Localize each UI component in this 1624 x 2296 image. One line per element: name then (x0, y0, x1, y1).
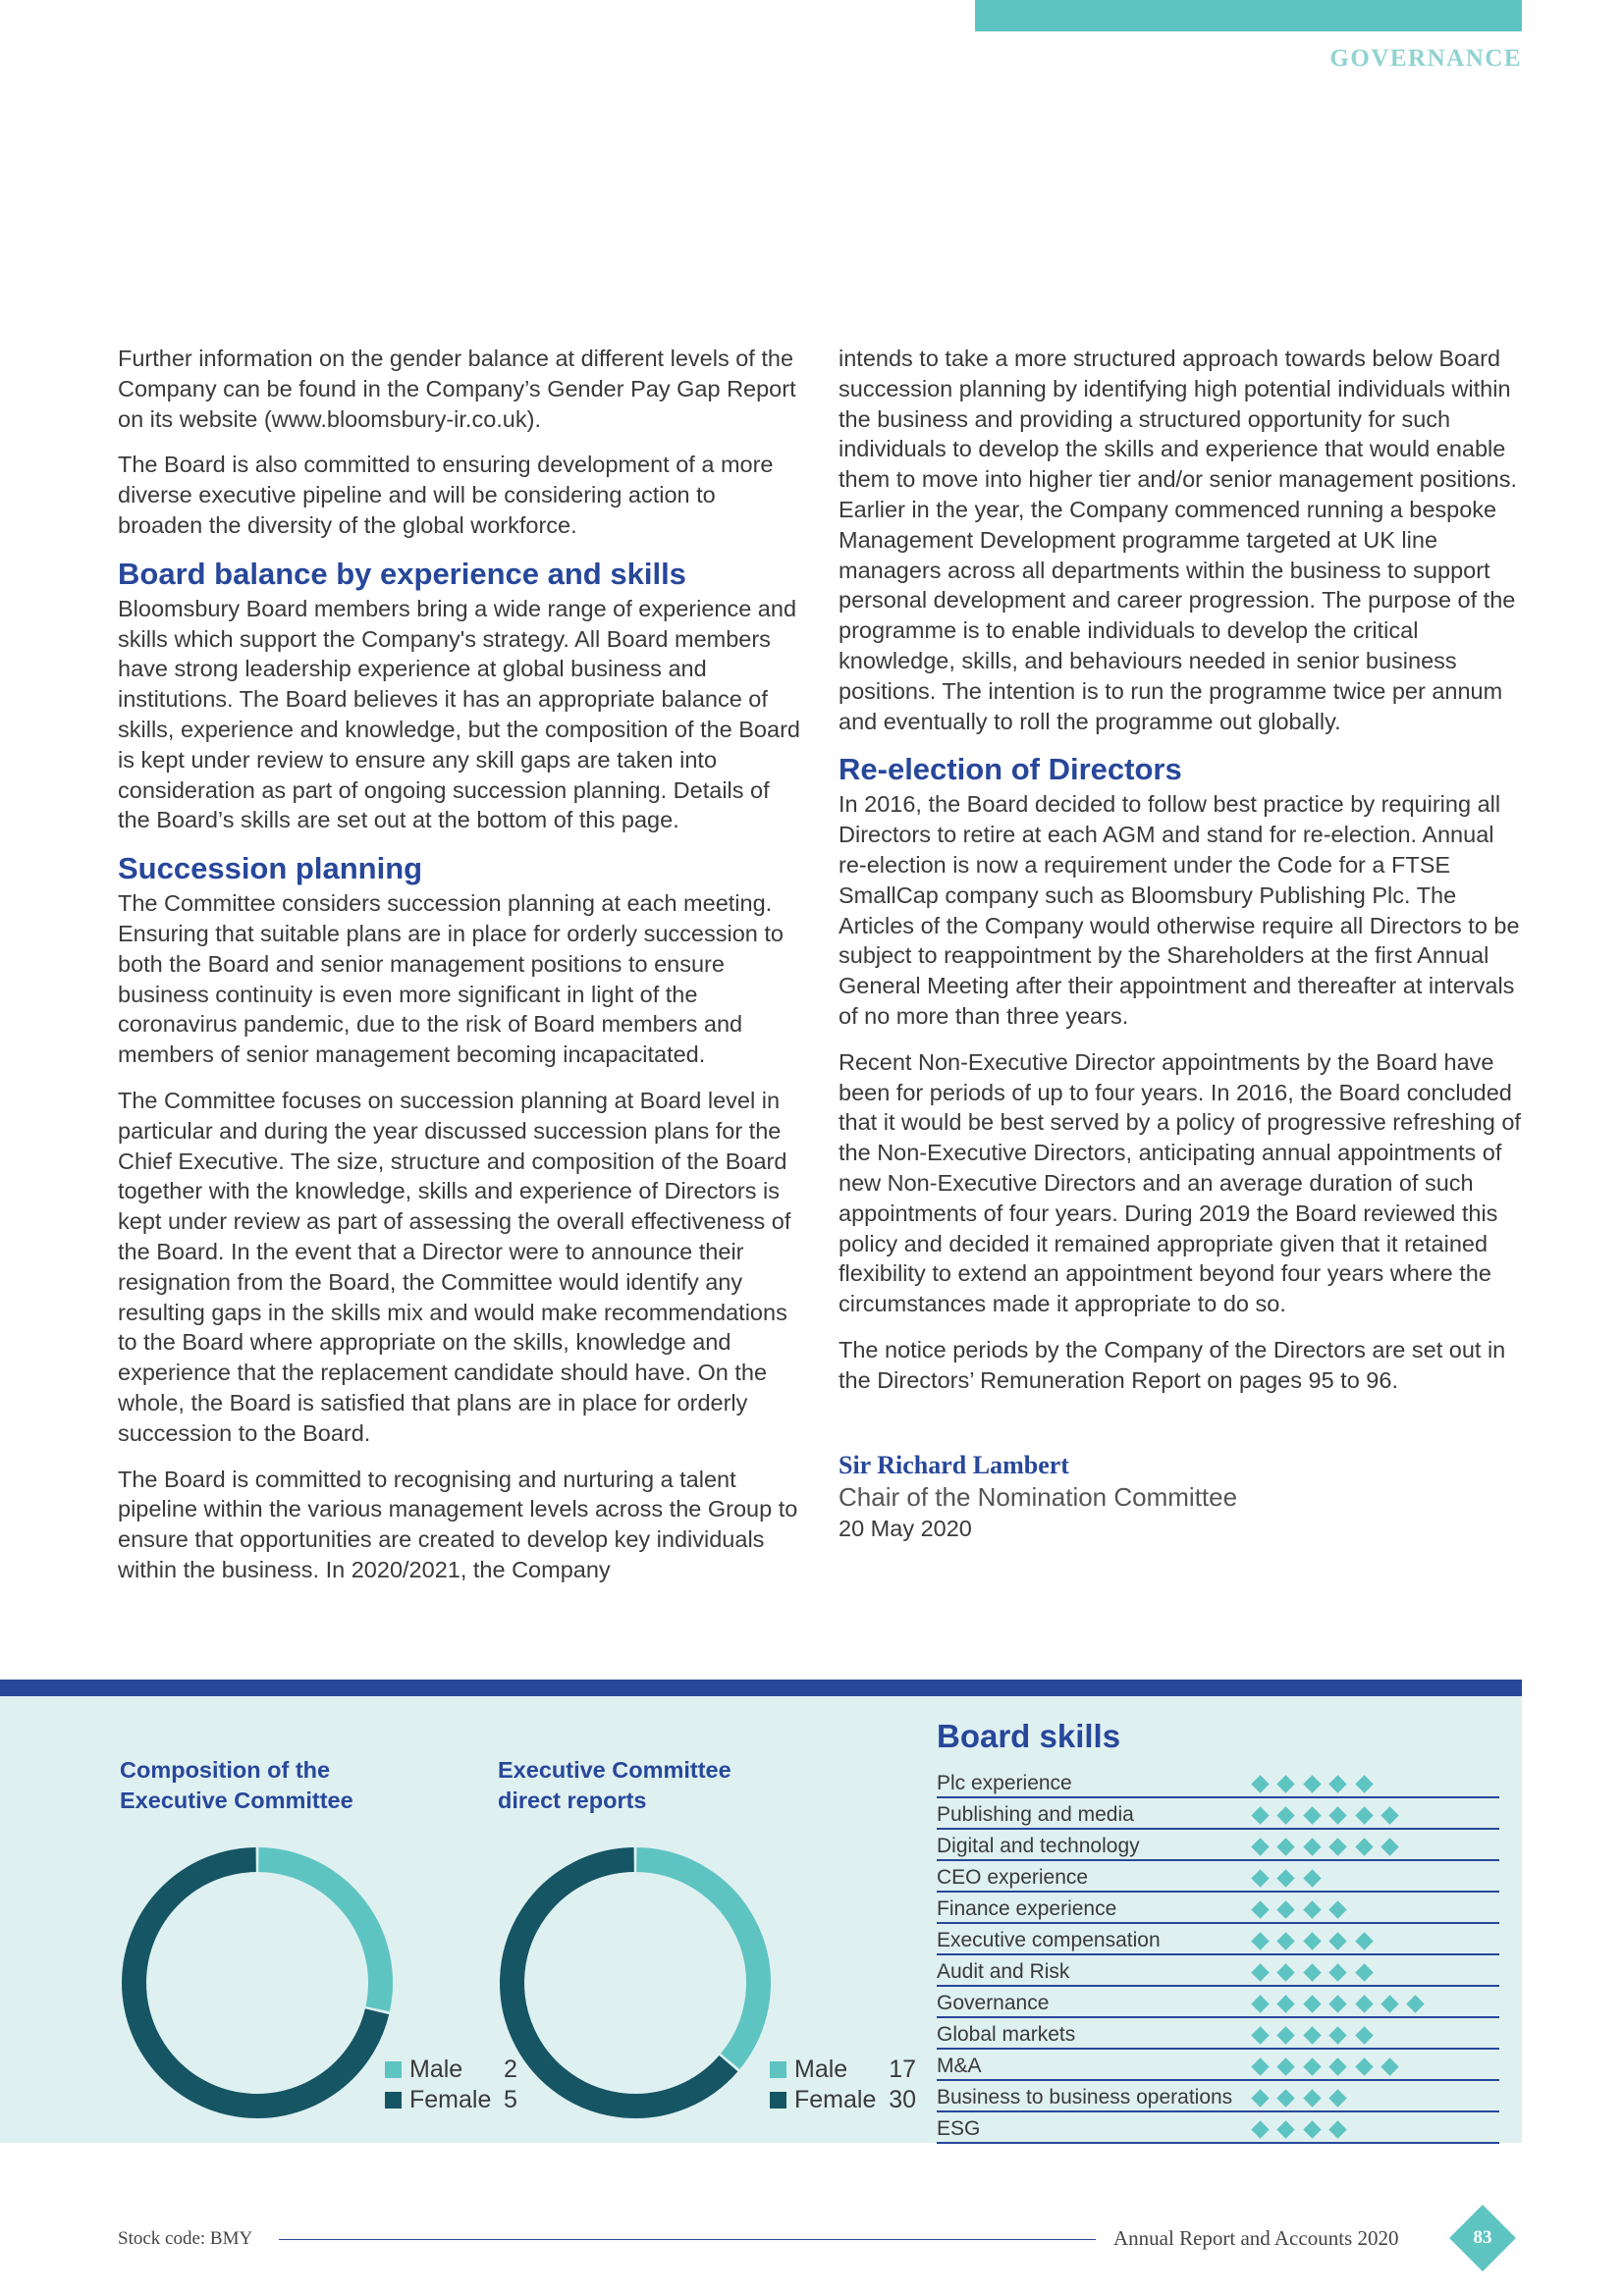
diamond-icon (1355, 1995, 1373, 2012)
skill-label: Plc experience (937, 1772, 1072, 1794)
skill-label: Publishing and media (937, 1803, 1134, 1826)
diamond-icon (1251, 1869, 1269, 1887)
board-skills-list (937, 1767, 1499, 2144)
diamond-icon (1328, 1900, 1346, 1918)
skill-label: Digital and technology (937, 1835, 1140, 1857)
diamond-icon (1328, 1838, 1346, 1855)
skill-label: M&A (937, 2055, 982, 2077)
diamond-icon (1328, 1995, 1346, 2012)
skill-rating (1253, 1928, 1382, 1953)
paragraph: The Committee focuses on succession planning at Board level in particular and during the year discussed succession plans for the Chief Executive. The size, structure and composition of the Board together with the knowledge, skills and experience of Directors is kept under review as part of assessing the overall effectiveness of the Board. In the event that a Director were to announce their resignation from the Board, the Committee would identify any resulting gaps in the skills mix and would make recommendations to the Board where appropriate on the skills, knowledge and experience that the replacement candidate should have. On the whole, the Board is satisfied that plans are in place for orderly succession to the Board. (118, 1087, 791, 1446)
diamond-icon (1251, 2120, 1269, 2138)
diamond-icon (1277, 1932, 1295, 1949)
skill-label: Business to business operations (937, 2086, 1233, 2109)
legend-swatch-female (385, 2092, 402, 2109)
signatory-name: Sir Richard Lambert (839, 1450, 1069, 1479)
skill-label: Finance experience (937, 1897, 1117, 1920)
legend-label: Male (409, 2056, 463, 2083)
legend-row-male (770, 2055, 916, 2085)
diamond-icon (1251, 1932, 1269, 1949)
diamond-icon (1355, 1806, 1373, 1824)
donut-direct-reports (498, 1845, 773, 2120)
skill-row (937, 1955, 1499, 1987)
diamond-icon (1303, 1900, 1321, 1918)
diamond-icon (1380, 1995, 1398, 2012)
skill-label: Executive compensation (937, 1929, 1161, 1951)
diamond-icon (1328, 1932, 1346, 1949)
diamond-icon (1328, 1806, 1346, 1824)
legend-value: 5 (504, 2086, 517, 2113)
paragraph: Recent Non-Executive Director appointments by the Board have been for periods of up to four years. In 2016, the Board concluded that it would be best served by a policy of progressive refreshing of the Non-Executive Directors, anticipating annual appointments of new Non-Executive Directors and an average duration of such appointments of four years. During 2019 the Board reviewed this policy and decided it remained appropriate given that it retained flexibility to extend an appointment beyond four years where the circumstances made it appropriate to do so. (839, 1048, 1521, 1317)
diamond-icon (1303, 1806, 1321, 1824)
skill-rating (1253, 1865, 1330, 1891)
diamond-icon (1251, 1775, 1269, 1792)
footer-rule (279, 2239, 1096, 2240)
chart-title-executive-committee: Composition of the Executive Committee (120, 1757, 353, 1813)
diamond-icon (1328, 2089, 1346, 2107)
diamond-icon (1303, 1775, 1321, 1792)
diamond-icon (1277, 1806, 1295, 1824)
signature-date: 20 May 2020 (839, 1515, 972, 1541)
diamond-icon (1355, 1838, 1373, 1855)
skill-row (937, 1798, 1499, 1830)
diamond-icon (1303, 1869, 1321, 1887)
skill-row (937, 1830, 1499, 1861)
diamond-icon (1303, 2026, 1321, 2044)
left-column (118, 344, 805, 1601)
diamond-icon (1303, 2089, 1321, 2107)
skill-rating (1253, 2054, 1408, 2079)
diamond-icon (1277, 1995, 1295, 2012)
diamond-icon (1380, 2057, 1398, 2075)
donut-slice-male (636, 1860, 758, 2062)
heading-succession-planning: Succession planning (118, 851, 423, 886)
diamond-icon (1355, 1932, 1373, 1949)
footer-report-title: Annual Report and Accounts 2020 (1113, 2226, 1399, 2250)
skill-label: Global markets (937, 2023, 1076, 2046)
diamond-icon (1277, 1775, 1295, 1792)
heading-re-election: Re-election of Directors (839, 752, 1182, 787)
skill-row (937, 1861, 1499, 1893)
diamond-icon (1303, 2120, 1321, 2138)
paragraph: The Committee considers succession planning at each meeting. Ensuring that suitable plans are in place for orderly succession to both the Board and senior management positions to ensure business continuity is even more significant in light of the coronavirus pandemic, due to the risk of Board members and members of senior management becoming incapacitated. (118, 890, 784, 1068)
legend-swatch-male (385, 2061, 402, 2078)
paragraph: In 2016, the Board decided to follow best practice by requiring all Directors to retire at each AGM and stand for re-election. Annual re-election is now a requirement under the Code for a FTSE SmallCap company such as Bloomsbury Publishing Plc. The Articles of the Company would otherwise require all Directors to be subject to reappointment by the Shareholders at the first Annual General Meeting after their appointment and thereafter at intervals of no more than three years. (839, 791, 1520, 1029)
skill-rating (1253, 2022, 1382, 2048)
diamond-icon (1277, 2089, 1295, 2107)
skill-row (937, 1893, 1499, 1924)
diamond-icon (1277, 2120, 1295, 2138)
skill-row (937, 2018, 1499, 2050)
diamond-icon (1303, 1963, 1321, 1981)
skill-label: Governance (937, 1992, 1050, 2014)
legend-label: Male (794, 2056, 848, 2083)
diamond-icon (1355, 2026, 1373, 2044)
skill-row (937, 2050, 1499, 2081)
skill-label: CEO experience (937, 1866, 1089, 1889)
diamond-icon (1251, 2026, 1269, 2044)
diamond-icon (1303, 2057, 1321, 2075)
diamond-icon (1277, 2026, 1295, 2044)
diamond-icon (1407, 1995, 1425, 2012)
paragraph: The Board is also committed to ensuring development of a more diverse executive pipeline and will be considering action to broaden the diversity of the global workforce. (118, 452, 774, 538)
skill-rating (1253, 1991, 1435, 2016)
board-skills-title: Board skills (937, 1718, 1121, 1754)
diamond-icon (1251, 1806, 1269, 1824)
legend-direct-reports (770, 2055, 916, 2115)
signatory-role: Chair of the Nomination Committee (839, 1481, 1238, 1512)
skill-row (937, 2112, 1499, 2144)
legend-swatch-female (770, 2092, 786, 2109)
paragraph: Further information on the gender balance at different levels of the Company can be found in the Company’s Gender Pay Gap Report on its website (www.bloomsbury-ir.co.uk). (118, 346, 796, 432)
legend-label: Female (409, 2086, 492, 2113)
skill-row (937, 1767, 1499, 1798)
skill-rating (1253, 1959, 1382, 1985)
legend-label: Female (794, 2086, 877, 2113)
chart-title-direct-reports: Executive Committee direct reports (498, 1757, 731, 1813)
diamond-icon (1380, 1838, 1398, 1855)
diamond-icon (1277, 1900, 1295, 1918)
skill-row (937, 1987, 1499, 2018)
legend-swatch-male (770, 2061, 786, 2078)
diamond-icon (1251, 1900, 1269, 1918)
diamond-icon (1380, 1806, 1398, 1824)
diamond-icon (1355, 1775, 1373, 1792)
diamond-icon (1355, 2057, 1373, 2075)
diamond-icon (1277, 2057, 1295, 2075)
diamond-icon (1251, 1995, 1269, 2012)
skill-rating (1253, 1771, 1382, 1796)
diamond-icon (1303, 1995, 1321, 2012)
donut-slice-male (258, 1860, 380, 2009)
paragraph: The notice periods by the Company of the Directors are set out in the Directors’ Remuneration Report on pages 95 to 96. (839, 1336, 1506, 1393)
page-number: 83 (1473, 2227, 1492, 2248)
skill-row (937, 1924, 1499, 1955)
diamond-icon (1277, 1869, 1295, 1887)
legend-value: 17 (889, 2056, 916, 2083)
diamond-icon (1277, 1838, 1295, 1855)
diamond-icon (1251, 2057, 1269, 2075)
diamond-icon (1328, 2026, 1346, 2044)
skill-row (937, 2081, 1499, 2112)
diamond-icon (1328, 2120, 1346, 2138)
donut-slice-female (513, 1860, 729, 2107)
header-accent-bar (975, 0, 1522, 31)
diamond-icon (1303, 1932, 1321, 1949)
skill-rating (1253, 1802, 1408, 1828)
diamond-icon (1251, 1963, 1269, 1981)
skill-rating (1253, 1896, 1357, 1922)
footer-stock-code: Stock code: BMY (118, 2228, 253, 2249)
donut-executive-committee (120, 1845, 395, 2120)
legend-value: 2 (504, 2056, 517, 2083)
paragraph: intends to take a more structured approach towards below Board succession planning by identifying high potential individuals within the business and providing a structured opportunity for such individuals to develop the skills and experience that would enable them to move into higher tier and/or senior management positions. Earlier in the year, the Company commenced running a bespoke Management Development programme targeted at UK line managers across all departments within the business to support personal development and career progression. The purpose of the programme is to enable individuals to develop the critical knowledge, skills, and behaviours needed in senior business positions. The intention is to run the programme twice per annum and eventually to roll the programme out globally. (839, 346, 1518, 734)
legend-row-female (770, 2085, 916, 2115)
legend-value: 30 (889, 2086, 916, 2113)
right-column (839, 344, 1526, 1543)
diamond-icon (1328, 1963, 1346, 1981)
diamond-icon (1328, 1775, 1346, 1792)
panel-top-rule (0, 1680, 1522, 1696)
diamond-icon (1355, 1963, 1373, 1981)
skill-label: Audit and Risk (937, 1960, 1070, 1983)
section-label: GOVERNANCE (1329, 45, 1522, 72)
diamond-icon (1277, 1963, 1295, 1981)
skill-rating (1253, 2085, 1357, 2110)
skill-rating (1253, 2116, 1357, 2142)
skill-rating (1253, 1834, 1408, 1859)
diamond-icon (1328, 2057, 1346, 2075)
diamond-icon (1251, 1838, 1269, 1855)
paragraph: Bloomsbury Board members bring a wide range of experience and skills which support the Company's strategy. All Board members have strong leadership experience at global business and institutions. The Board believes it has an appropriate balance of skills, experience and knowledge, but the composition of the Board is kept under review to ensure any skill gaps are taken into consideration as part of ongoing succession planning. Details of the Board’s skills are set out at the bottom of this page. (118, 595, 800, 833)
heading-board-balance: Board balance by experience and skills (118, 556, 686, 591)
diamond-icon (1251, 2089, 1269, 2107)
paragraph: The Board is committed to recognising and nurturing a talent pipeline within the various management levels across the Group to ensure that opportunities are created to develop key individuals within the business. In 2020/2021, the Company (118, 1466, 798, 1582)
diamond-icon (1303, 1838, 1321, 1855)
skill-label: ESG (937, 2117, 981, 2140)
